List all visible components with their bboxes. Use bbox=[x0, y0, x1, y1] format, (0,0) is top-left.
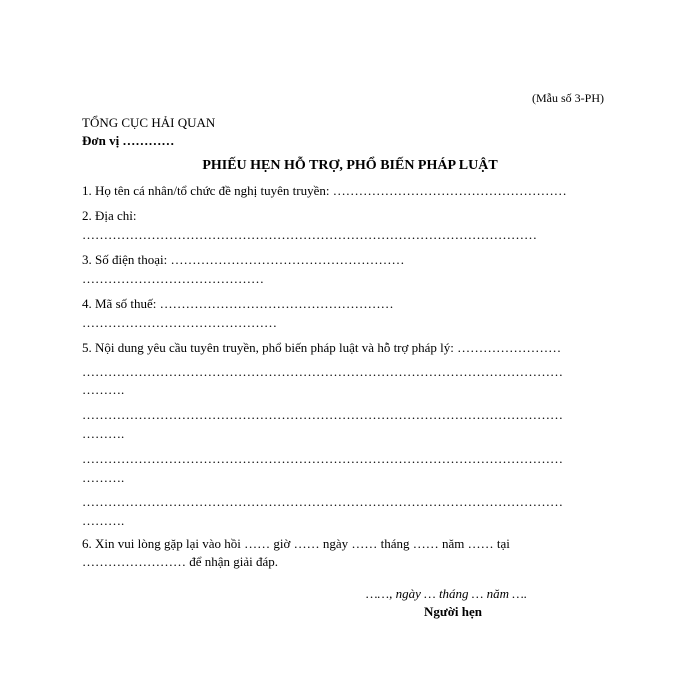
item-4-label: 4. Mã số thuế: ……………………………………………… bbox=[82, 296, 394, 311]
item-2-label: 2. Địa chỉ: bbox=[82, 208, 137, 223]
item-5-line-short: ………. bbox=[82, 382, 125, 397]
form-code: (Mẫu số 3-PH) bbox=[532, 91, 604, 105]
signature-date-line: ……, ngày … tháng … năm …. bbox=[366, 586, 528, 601]
unit-label: Đơn vị ………… bbox=[82, 133, 175, 148]
item-5-label: 5. Nội dung yêu cầu tuyên truyền, phổ biến pháp luật và hỗ trợ pháp lý: …………………… bbox=[82, 340, 562, 355]
item-6-line-1: 6. Xin vui lòng gặp lại vào hồi …… giờ …… ngày …… tháng …… năm …… tại bbox=[82, 536, 510, 551]
item-3-line: …………………………………… bbox=[82, 271, 264, 286]
item-5-line: ………………………………………………………………………………………………… bbox=[82, 407, 563, 422]
org-name: TỔNG CỤC HẢI QUAN bbox=[82, 115, 216, 130]
item-1: 1. Họ tên cá nhân/tổ chức đề nghị tuyên truyền: ……………………………………………… bbox=[82, 183, 567, 198]
item-5-line: ………………………………………………………………………………………………… bbox=[82, 451, 563, 466]
item-5-line: ………………………………………………………………………………………………… bbox=[82, 494, 563, 509]
item-5-line-short: ………. bbox=[82, 470, 125, 485]
item-2-line: …………………………………………………………………………………………… bbox=[82, 227, 537, 242]
item-5-line-short: ………. bbox=[82, 426, 125, 441]
item-5-line-short: ………. bbox=[82, 513, 125, 528]
item-5-line: ………………………………………………………………………………………………… bbox=[82, 364, 563, 379]
item-6-line-2: …………………… để nhận giải đáp. bbox=[82, 554, 279, 569]
item-4-line: ……………………………………… bbox=[82, 315, 277, 330]
page-title: PHIẾU HẸN HỖ TRỢ, PHỔ BIẾN PHÁP LUẬT bbox=[202, 158, 498, 173]
signer-label: Người hẹn bbox=[424, 604, 482, 619]
item-3-label: 3. Số điện thoại: ……………………………………………… bbox=[82, 252, 405, 267]
